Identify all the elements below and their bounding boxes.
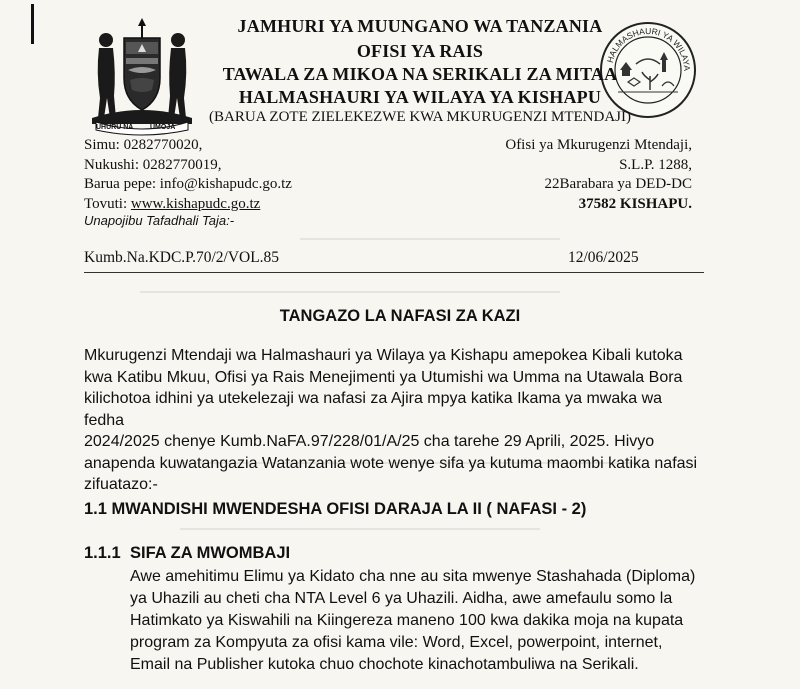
bleed-through-mark <box>300 238 560 240</box>
intro-line: kilichotoa idhini ya utekelezaji wa nafasi za Ajira mpya katika Ikama ya mwaka wa fedha <box>84 390 663 429</box>
subsection-title: SIFA ZA MWOMBAJI <box>130 544 291 562</box>
requirements-line: program za Kompyuta za ofisi kama vile: Word, Excel, powerpoint, internet, <box>130 634 663 651</box>
subsection-heading <box>84 544 290 563</box>
coat-of-arms-icon <box>82 18 202 136</box>
letterhead-line-2: OFISI YA RAIS <box>356 41 484 61</box>
requirements-line: Awe amehitimu Elimu ya Kidato cha nne au sita mwenye Stashahada (Diploma) <box>130 568 696 585</box>
office-line-1: Ofisi ya Mkurugenzi Mtendaji, <box>505 137 692 153</box>
bleed-through-mark <box>140 291 560 293</box>
intro-line: anapenda kuwatangazia Watanzania wote wenye sifa ya kutuma maombi katika nafasi <box>84 454 698 472</box>
intro-line: kwa Katibu Mkuu, Ofisi ya Rais Menejimenti ya Utumishi wa Umma na Utawala Bora <box>84 368 683 386</box>
motto-left: UHURU NA <box>96 124 134 131</box>
requirements-paragraph <box>130 566 705 676</box>
seal-ring-text: HALMASHAURI YA WILAYA <box>604 25 693 72</box>
intro-line: 2024/2025 chenye Kumb.NaFA.97/228/01/A/25 cha tarehe 29 Aprili, 2025. Hivyo <box>84 433 655 450</box>
requirements-line: ya Uhazili au cheti cha NTA Level 6 ya Uhazili. Aidha, awe amefaulu somo la <box>130 590 673 607</box>
intro-paragraph <box>84 345 704 496</box>
section-heading: 1.1 MWANDISHI MWENDESHA OFISI DARAJA LA II ( NAFASI - 2) <box>84 500 587 518</box>
motto-right: UMOJA <box>150 124 176 131</box>
margin-mark <box>31 4 34 44</box>
reference-number: Kumb.Na.KDC.P.70/2/VOL.85 <box>84 249 280 266</box>
website-label: Tovuti: <box>84 195 131 212</box>
letterhead-line-5: (BARUA ZOTE ZIELEKEZWE KWA MKURUGENZI MTENDAJI) <box>208 109 631 125</box>
website-link[interactable]: www.kishapudc.go.tz <box>130 195 261 212</box>
phone: Simu: 0282770020, <box>84 137 203 153</box>
letterhead-line-1: JAMHURI YA MUUNGANO WA TANZANIA <box>237 16 603 36</box>
reply-note: Unapojibu Tafadhali Taja:- <box>84 213 235 228</box>
bleed-through-mark <box>180 528 540 530</box>
website <box>84 195 292 215</box>
intro-line: zifuatazo:- <box>84 476 158 493</box>
requirements-line: Hatimkato ya Kiswahili na Kiingereza maneno 100 kwa dakika moja na kupata <box>130 612 684 629</box>
header-divider <box>84 272 704 273</box>
intro-line: Mkurugenzi Mtendaji wa Halmashauri ya Wilaya ya Kishapu amepokea Kibali kutoka <box>84 347 683 364</box>
letter-date: 12/06/2025 <box>568 249 639 266</box>
contact-block <box>84 136 292 214</box>
page-title: TANGAZO LA NAFASI ZA KAZI <box>279 307 521 325</box>
email: Barua pepe: info@kishapudc.go.tz <box>84 176 292 192</box>
requirements-line: Email na Publisher kutoka chuo chochote kinachotambuliwa na Serikali. <box>130 656 639 673</box>
office-line-3: 22Barabara ya DED-DC <box>544 176 692 192</box>
fax: Nukushi: 0282770019, <box>84 156 222 173</box>
letterhead-line-4: HALMASHAURI YA WILAYA YA KISHAPU <box>238 87 602 107</box>
office-address <box>505 136 692 214</box>
office-line-2: S.L.P. 1288, <box>619 156 692 173</box>
letterhead-line-3: TAWALA ZA MIKOA NA SERIKALI ZA MITAA <box>222 64 618 84</box>
subsection-number: 1.1.1 <box>84 544 121 562</box>
office-line-4: 37582 KISHAPU. <box>578 195 692 212</box>
